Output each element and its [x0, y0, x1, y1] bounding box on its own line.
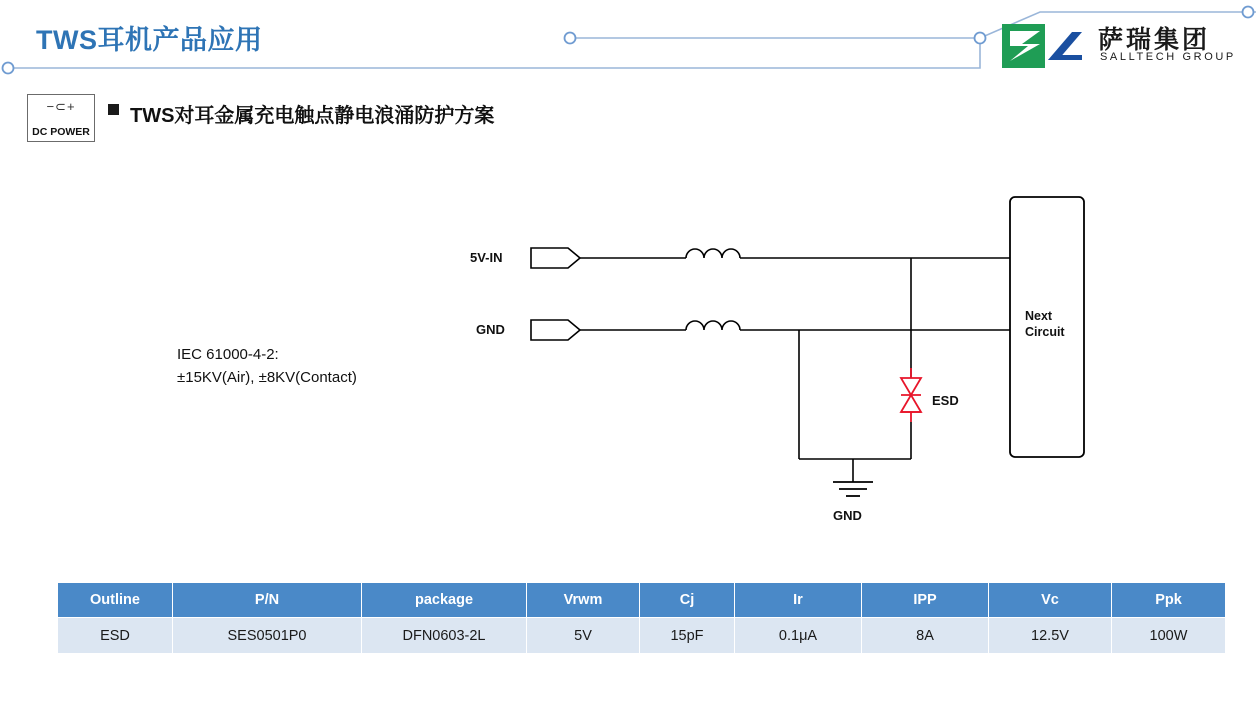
iec-note: [177, 343, 357, 389]
logo-mark-icon: [1002, 24, 1088, 68]
inductor-gnd-icon: [686, 321, 740, 330]
connector-gnd-icon: [531, 320, 580, 340]
table-cell: 5V: [527, 618, 640, 654]
connector-5v-icon: [531, 248, 580, 268]
next-circuit-line1: Next: [1025, 309, 1053, 323]
spec-table: [57, 582, 1226, 654]
table-header-cell: Cj: [640, 583, 735, 618]
ground-symbol-icon: [833, 459, 873, 496]
table-cell: 15pF: [640, 618, 735, 654]
slide-header: [0, 0, 1256, 88]
dc-power-symbol: −⊂+: [46, 99, 76, 114]
esd-component-label: ESD: [932, 393, 959, 408]
logo-text-en: SALLTECH GROUP: [1100, 51, 1236, 63]
table-cell: 100W: [1112, 618, 1226, 654]
logo-text-cn: 萨瑞集团: [1098, 26, 1211, 54]
table-header-cell: package: [362, 583, 527, 618]
table-header-cell: IPP: [862, 583, 989, 618]
dc-power-icon: [27, 94, 95, 142]
next-circuit-label: [1025, 308, 1065, 340]
pin-label-gnd: GND: [476, 322, 505, 337]
ground-label: GND: [833, 508, 862, 523]
pin-label-5v-in: 5V-IN: [470, 250, 503, 265]
bullet-square-icon: [108, 104, 119, 115]
table-cell: ESD: [58, 618, 173, 654]
table-header-row: [58, 583, 1226, 618]
table-header-cell: Vc: [989, 583, 1112, 618]
iec-note-line2: ±15KV(Air), ±8KV(Contact): [177, 369, 357, 386]
table-header-cell: P/N: [173, 583, 362, 618]
table-cell: SES0501P0: [173, 618, 362, 654]
company-logo: [1002, 20, 1238, 72]
table-header-cell: Ir: [735, 583, 862, 618]
table-cell: 0.1μA: [735, 618, 862, 654]
table-cell: DFN0603-2L: [362, 618, 527, 654]
esd-diode-icon: [901, 368, 921, 422]
next-circuit-line2: Circuit: [1025, 325, 1065, 339]
table-header-cell: Outline: [58, 583, 173, 618]
dc-power-label: DC POWER: [32, 126, 90, 138]
section-title: TWS对耳金属充电触点静电浪涌防护方案: [130, 105, 495, 127]
table-cell: 8A: [862, 618, 989, 654]
table-header-cell: Vrwm: [527, 583, 640, 618]
table-header-cell: Ppk: [1112, 583, 1226, 618]
circuit-diagram: [0, 150, 1256, 550]
table-row: [58, 618, 1226, 654]
iec-note-line1: IEC 61000-4-2:: [177, 346, 279, 363]
table-cell: 12.5V: [989, 618, 1112, 654]
inductor-5v-icon: [686, 249, 740, 258]
page-title: TWS耳机产品应用: [36, 25, 263, 55]
